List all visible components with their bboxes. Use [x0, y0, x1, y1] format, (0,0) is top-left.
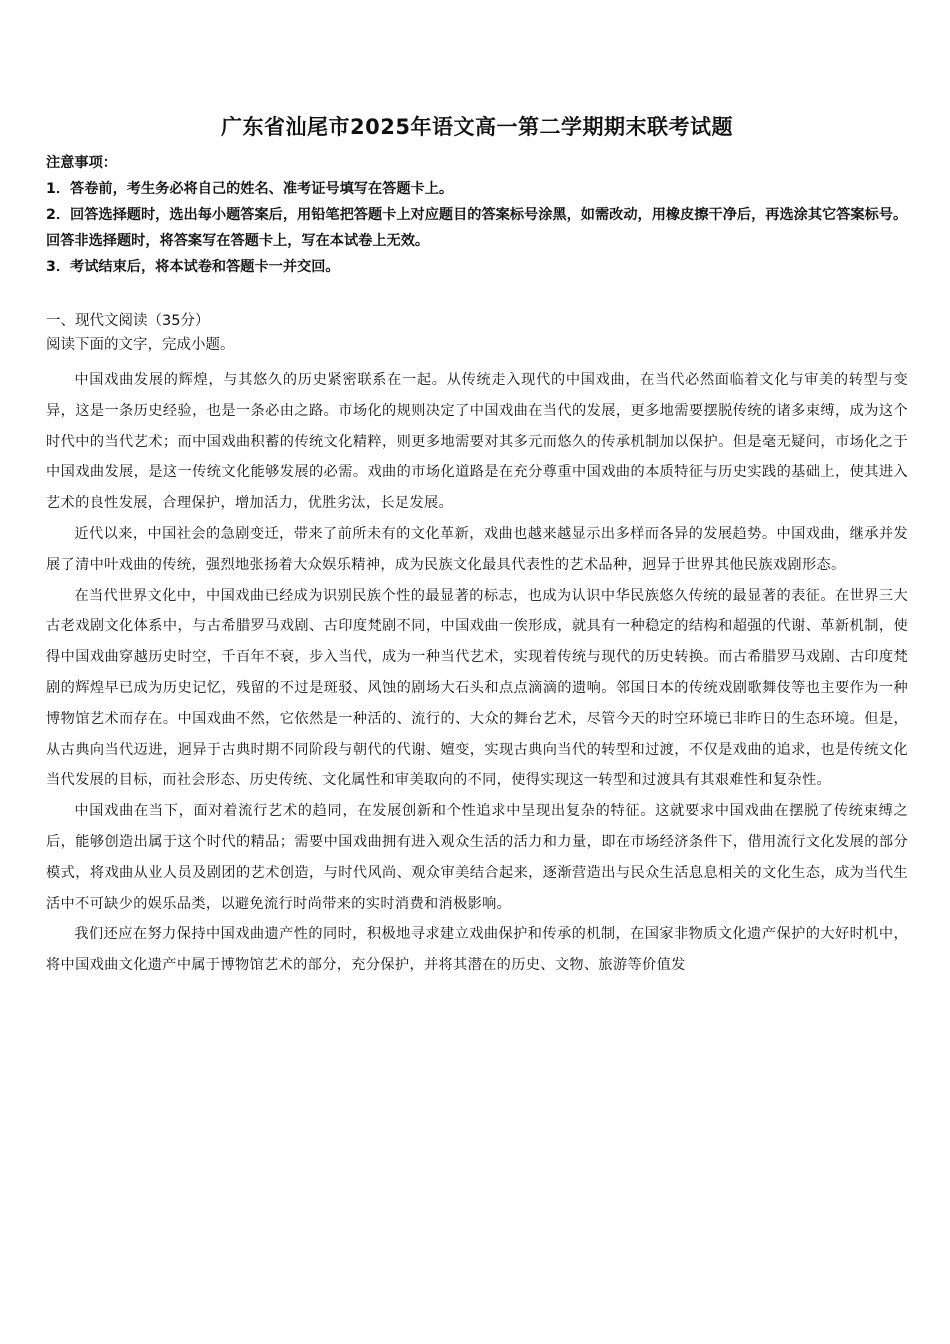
- notice-item: 1．答卷前，考生务必将自己的姓名、准考证号填写在答题卡上。: [46, 181, 454, 197]
- passage-paragraph: 在当代世界文化中，中国戏曲已经成为识别民族个性的最显著的标志，也成为认识中华民族悠久传统的最显著的表征。在世界三大古老戏剧文化体系中，与古希腊罗马戏剧、古印度梵剧不同，中国戏曲一俟形成，就具有一种稳定的结构和超强的代谢、革新机制，使得中国戏曲穿越历史时空，千百年不衰，步入当代，成为一种当代艺术，实现着传统与现代的历史转换。而古希腊罗马戏剧、古印度梵剧的辉煌早已成为历史记忆，残留的不过是斑驳、风蚀的剧场大石头和点点滴滴的遗响。邻国日本的传统戏剧歌舞伎等也主要作为一种博物馆艺术而存在。中国戏曲不然，它依然是一种活的、流行的、大众的舞台艺术，尽管今天的时空环境已非昨日的生态环境。但是，从古典向当代迈进，迥异于古典时期不同阶段与朝代的代谢、嬗变，实现古典向当代的转型和过渡，不仅是戏曲的追求，也是传统文化当代发展的目标，而社会形态、历史传统、文化属性和审美取向的不同，使得实现这一转型和过渡具有其艰难性和复杂性。: [46, 587, 908, 789]
- exam-page: [46, 112, 908, 981]
- reading-passage: [46, 365, 908, 981]
- notice-block: [46, 150, 908, 280]
- passage-paragraph: 我们还应在努力保持中国戏曲遗产性的同时，积极地寻求建立戏曲保护和传承的机制，在国家非物质文化遗产保护的大好时机中，将中国戏曲文化遗产中属于博物馆艺术的部分，充分保护，并将其潜在的历史、文物、旅游等价值发: [46, 926, 908, 974]
- section-instruction: 阅读下面的文字，完成小题。: [46, 337, 235, 353]
- passage-paragraph: 中国戏曲发展的辉煌，与其悠久的历史紧密联系在一起。从传统走入现代的中国戏曲，在当代必然面临着文化与审美的转型与变异，这是一条历史经验，也是一条必由之路。市场化的规则决定了中国戏曲在当代的发展，更多地需要摆脱传统的诸多束缚，成为这个时代中的当代艺术；而中国戏曲积蓄的传统文化精粹，则更多地需要对其多元而悠久的传承机制加以保护。但是毫无疑问，市场化之于中国戏曲发展，是这一传统文化能够发展的必需。戏曲的市场化道路是在充分尊重中国戏曲的本质特征与历史实践的基础上，使其进入艺术的良性发展，合理保护，增加活力，优胜劣汰，长足发展。: [46, 372, 908, 512]
- notice-heading: 注意事项：: [46, 155, 117, 171]
- passage-paragraph: 中国戏曲在当下，面对着流行艺术的趋同，在发展创新和个性追求中呈现出复杂的特征。这就要求中国戏曲在摆脱了传统束缚之后，能够创造出属于这个时代的精品；需要中国戏曲拥有进入观众生活的活力和力量，即在市场经济条件下，借用流行文化发展的部分模式，将戏曲从业人员及剧团的艺术创造，与时代风尚、观众审美结合起来，逐渐营造出与民众生活息息相关的文化生态，成为当代生活中不可缺少的娱乐品类，以避免流行时尚带来的实时消费和消极影响。: [46, 803, 908, 912]
- notice-item: 2．回答选择题时，选出每小题答案后，用铅笔把答题卡上对应题目的答案标号涂黑，如需改动，用橡皮擦干净后，再选涂其它答案标号。回答非选择题时，将答案写在答题卡上，写在本试卷上无效。: [46, 207, 908, 249]
- passage-paragraph: 近代以来，中国社会的急剧变迁，带来了前所未有的文化革新，戏曲也越来越显示出多样而各异的发展趋势。中国戏曲，继承并发展了清中叶戏曲的传统，强烈地张扬着大众娱乐精神，成为民族文化最具代表性的艺术品种，迥异于世界其他民族戏剧形态。: [46, 525, 908, 573]
- notice-item: 3．考试结束后，将本试卷和答题卡一并交回。: [46, 259, 340, 275]
- section-heading: 一、现代文阅读（35分）: [46, 313, 210, 329]
- exam-title: 广东省汕尾市2025年语文高一第二学期期末联考试题: [221, 115, 733, 139]
